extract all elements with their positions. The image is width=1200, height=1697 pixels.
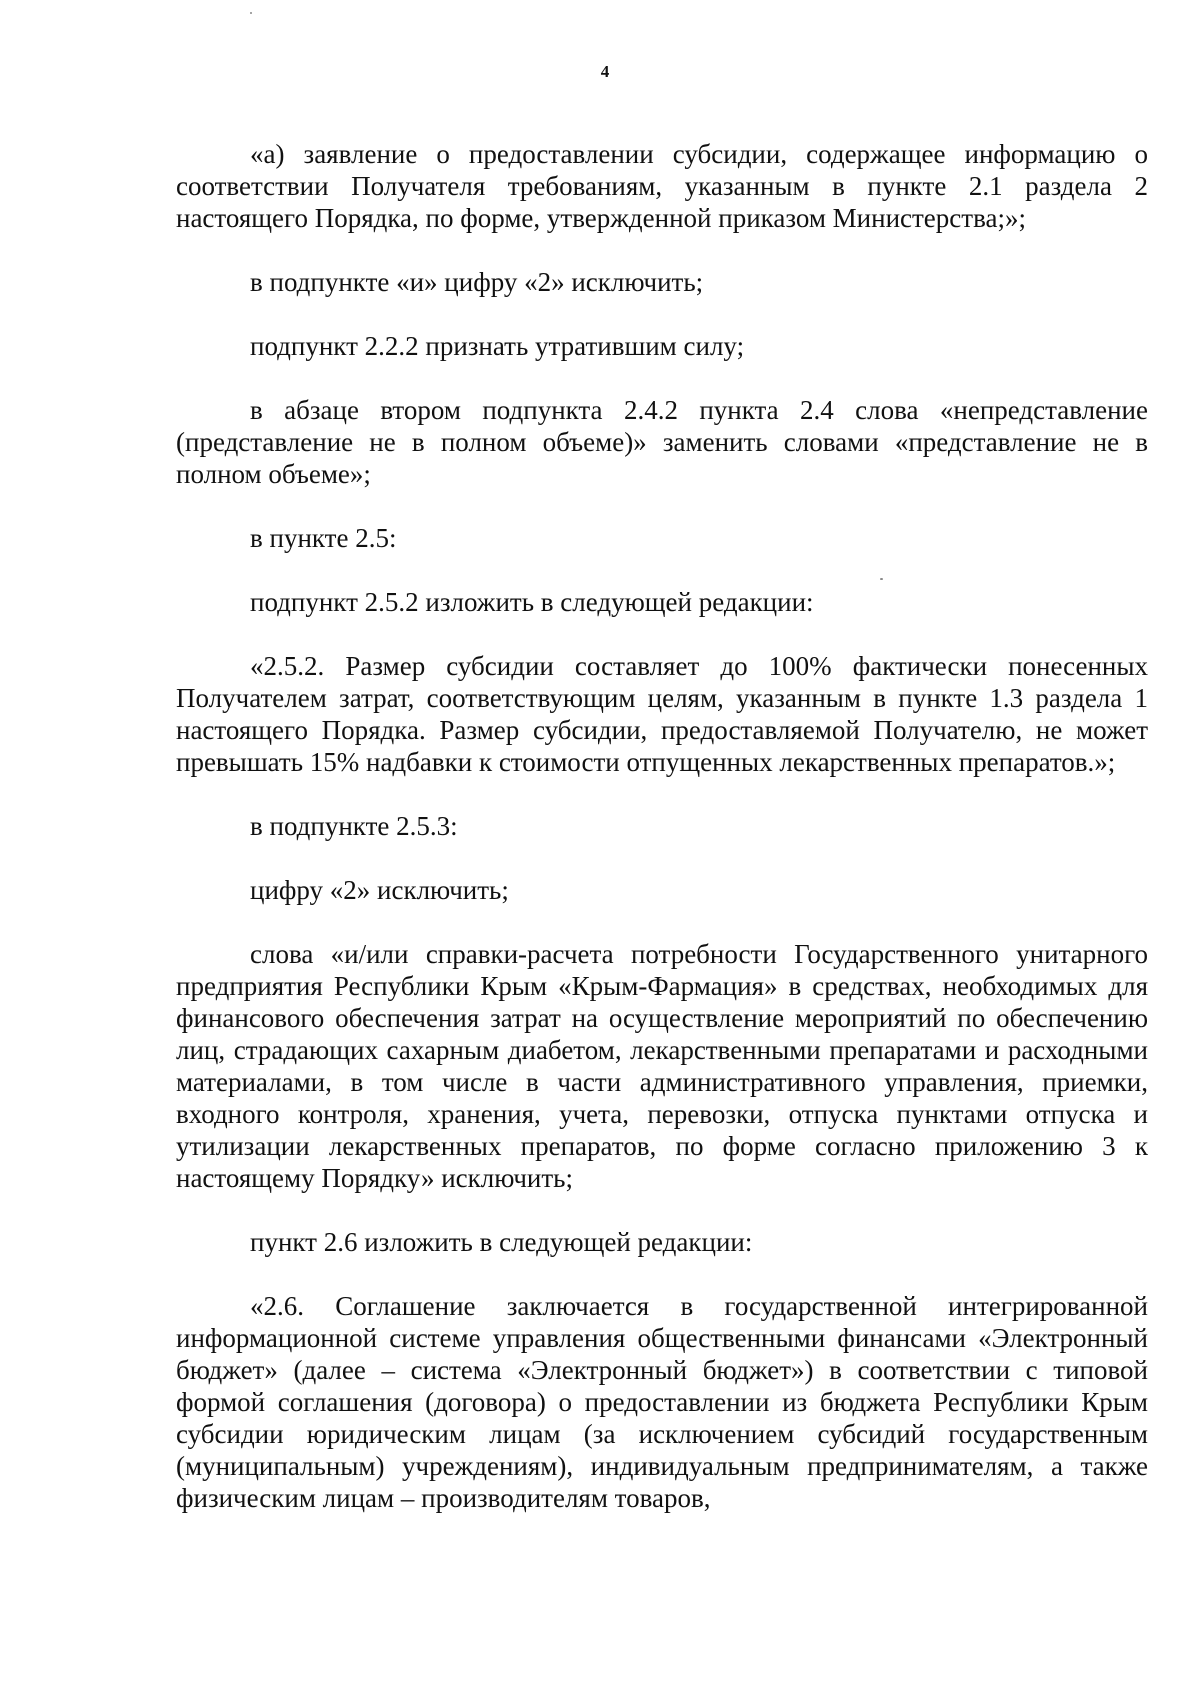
paragraph-9: цифру «2» исключить; xyxy=(250,875,509,905)
paragraph-6: подпункт 2.5.2 изложить в следующей редакции: xyxy=(250,587,814,617)
document-body xyxy=(176,138,1148,1514)
paragraph-12: «2.6. Соглашение заключается в государственной интегрированной информационной системе управления общественными финансами «Электронный бюджет» (далее – система «Электронный бюджет») в соответствии с типовой формой соглашения (договора) о предоставлении из бюджета Республики Крым субсидии юридическим лицам (за исключением субсидий государственным (муниципальным) учреждениям), индивидуальным предпринимателям, а также физическим лицам – производителям товаров, xyxy=(176,1291,1148,1513)
paragraph-10: слова «и/или справки-расчета потребности Государственного унитарного предприятия Республики Крым «Крым-Фармация» в средствах, необходимых для финансового обеспечения затрат на осуществление мероприятий по обеспечению лиц, страдающих сахарным диабетом, лекарственными препаратами и расходными материалами, в том числе в части административного управления, приемки, входного контроля, хранения, учета, перевозки, отпуска пунктами отпуска и утилизации лекарственных препаратов, по форме согласно приложению 3 к настоящему Порядку» исключить; xyxy=(176,939,1148,1193)
page-number: 4 xyxy=(600,62,610,81)
scan-speck xyxy=(250,12,252,14)
paragraph-11: пункт 2.6 изложить в следующей редакции: xyxy=(250,1227,753,1257)
paragraph-4: в абзаце втором подпункта 2.4.2 пункта 2.4 слова «непредставление (представление не в полном объеме)» заменить словами «представление не в полном объеме»; xyxy=(176,395,1148,489)
paragraph-8: в подпункте 2.5.3: xyxy=(250,811,458,841)
paragraph-3: подпункт 2.2.2 признать утратившим силу; xyxy=(250,331,745,361)
paragraph-7: «2.5.2. Размер субсидии составляет до 100% фактически понесенных Получателем затрат, соответствующим целям, указанным в пункте 1.3 раздела 1 настоящего Порядка. Размер субсидии, предоставляемой Получателю, не может превышать 15% надбавки к стоимости отпущенных лекарственных препаратов.»; xyxy=(176,651,1148,777)
paragraph-1: «а) заявление о предоставлении субсидии, содержащее информацию о соответствии Получателя требованиям, указанным в пункте 2.1 раздела 2 настоящего Порядка, по форме, утвержденной приказом Министерства;»; xyxy=(176,139,1148,233)
paragraph-5: в пункте 2.5: xyxy=(250,523,397,553)
paragraph-2: в подпункте «и» цифру «2» исключить; xyxy=(250,267,704,297)
